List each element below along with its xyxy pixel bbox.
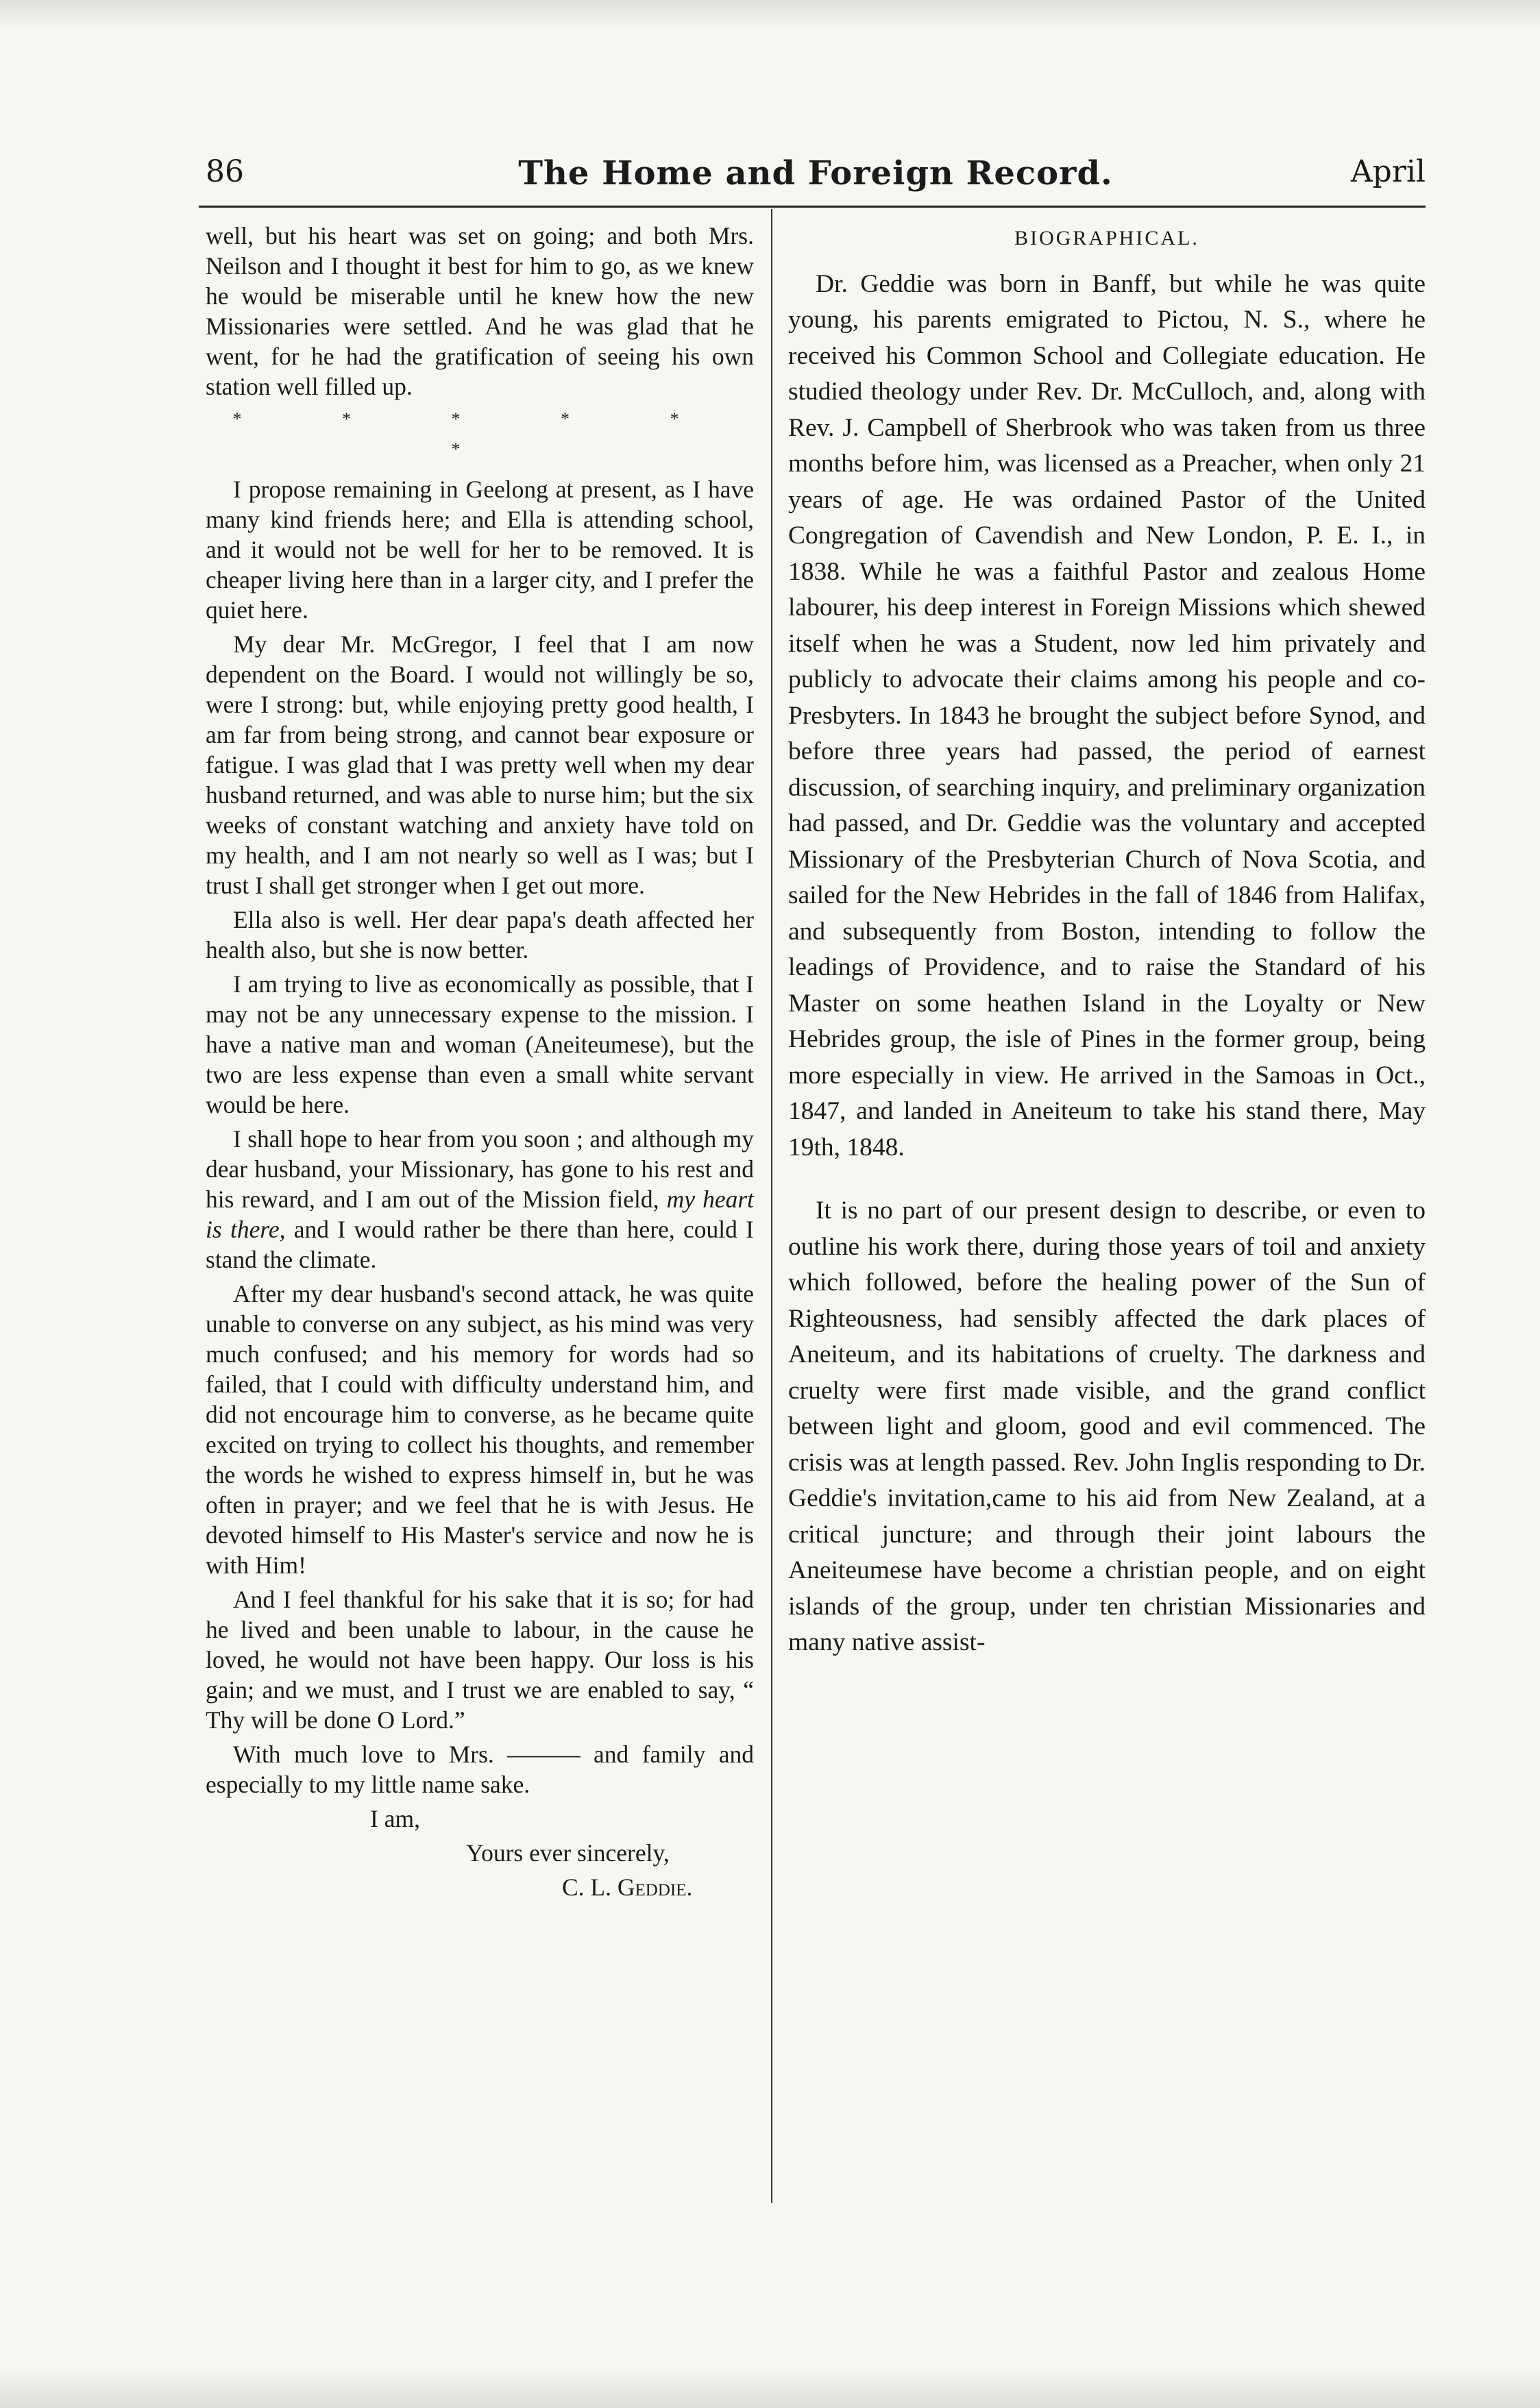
issue-month: April	[1350, 154, 1426, 189]
paragraph-hope	[206, 1124, 754, 1275]
header-rule	[199, 206, 1426, 208]
page-number: 86	[206, 154, 244, 189]
section-title: BIOGRAPHICAL.	[1014, 227, 1199, 249]
scan-edge-top	[0, 0, 1540, 27]
paragraph: And I feel thankful for his sake that it is so; for had he lived and been unable to labour, in the cause he loved, he would not have been happy. Our loss is his gain; and we must, and I trust we are enabled to say, “ Thy will be done O Lord.”	[206, 1586, 754, 1734]
left-column	[206, 221, 754, 1902]
paragraph: I am trying to live as economically as possible, that I may not be any unnecessary expense to the mission. I have a native man and woman (Aneiteumese), but the two are less expense than even a small white servant would be here.	[206, 970, 754, 1118]
text-run: I shall hope to hear from you soon ; and although my dear husband, your Missionary, has gone to his rest and his reward, and I am out of the Mission field,	[206, 1125, 754, 1213]
paragraph: It is no part of our present design to describe, or even to outline his work there, during those years of toil and anxiety which followed, before the healing power of the Sun of Righteousness, had sensibly affected the dark places of Aneiteum, and its habitations of cruelty. The darkness and cruelty were first made visible, and the grand conflict between light and gloom, good and evil commenced. The crisis was at length passed. Rev. John Inglis responding to Dr. Geddie's invitation,came to his aid from New Zealand, at a critical juncture; and through their joint labours the Aneiteumese have become a christian people, and on eight islands of the group, under ten christian Missionaries and many native assist-	[788, 1196, 1426, 1656]
page-header	[206, 154, 1426, 202]
right-column	[788, 221, 1426, 1661]
paragraph: My dear Mr. McGregor, I feel that I am now dependent on the Board. I would not willingly be so, were I strong: but, while enjoying pretty good health, I am far from being strong, and cannot bear exposure or fatigue. I was glad that I was pretty well when my dear husband returned, and was able to nurse him; but the six weeks of constant watching and anxiety have told on my health, and I am not nearly so well as I was; but I trust I shall get stronger when I get out more.	[206, 630, 754, 899]
paragraph: With much love to Mrs. ——— and family and especially to my little name sake.	[206, 1741, 754, 1798]
italic-phrase: my heart is there,	[206, 1185, 755, 1243]
section-stars: * * * * * *	[232, 409, 727, 459]
paragraph: I propose remaining in Geelong at present, as I have many kind friends here; and Ella is attending school, and it would not be well for her to be removed. It is cheaper living here than in a larger city, and I prefer the quiet here.	[206, 476, 754, 624]
column-divider	[771, 209, 772, 2203]
journal-title: The Home and Foreign Record.	[518, 154, 1113, 193]
scan-edge-bottom	[0, 2367, 1540, 2408]
paragraph: After my dear husband's second attack, he was quite unable to converse on any subject, as his mind was very much confused; and his memory for words had so failed, that I could with difficulty understand him, and did not encourage him to converse, as he became quite excited on trying to collect his thoughts, and remember the words he wished to express himself in, but he was often in prayer; and we feel that he is with Jesus. He devoted himself to His Master's service and now he is with Him!	[206, 1280, 754, 1579]
text-run: and I would rather be there than here, could I stand the climate.	[206, 1216, 754, 1273]
paragraph: Dr. Geddie was born in Banff, but while he was quite young, his parents emigrated to Pictou, N. S., where he received his Common School and Collegiate education. He studied theology under Rev. Dr. McCulloch, and, along with Rev. J. Campbell of Sherbrook who was taken from us three months before him, was licensed as a Preacher, when only 21 years of age. He was ordained Pastor of the United Congregation of Cavendish and New London, P. E. I., in 1838. While he was a faithful Pastor and zealous Home labourer, his deep interest in Foreign Missions which shewed itself when he was a Student, now led him privately and publicly to advocate their claims among his people and co-Presbyters. In 1843 he brought the subject before Synod, and before three years had passed, the period of earnest discussion, of searching inquiry, and preliminary organization had passed, and Dr. Geddie was the voluntary and accepted Missionary of the Presbyterian Church of Nova Scotia, and sailed for the New Hebrides in the fall of 1846 from Halifax, and subsequently from Boston, intending to follow the leadings of Providence, and to raise the Standard of his Master on some heathen Island in the Loyalty or New Hebrides group, the isle of Pines in the former group, being more especially in view. He arrived in the Samoas in Oct., 1847, and landed in Aneiteum to take his stand there, May 19th, 1848.	[788, 269, 1426, 1162]
signature: C. L. Geddie.	[562, 1873, 693, 1901]
paragraph: well, but his heart was set on going; and both Mrs. Neilson and I thought it best for him to go, as we knew he would be miserable until he knew how the new Missionaries were settled. And he was glad that he went, for he had the gratification of seeing his own station well filled up.	[206, 222, 754, 400]
paragraph: Ella also is well. Her dear papa's death affected her health also, but she is now better.	[206, 906, 754, 963]
closing-line: Yours ever sincerely,	[466, 1839, 670, 1867]
closing-line: I am,	[370, 1805, 420, 1832]
